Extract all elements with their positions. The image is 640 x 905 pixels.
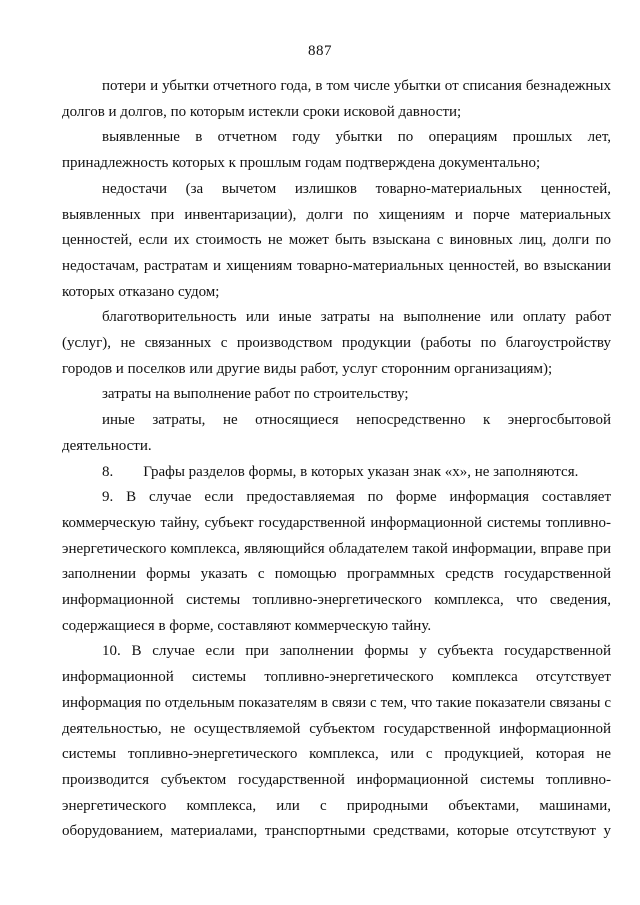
paragraph-item-8: 8. Графы разделов формы, в которых указан знак «х», не заполняются. (102, 463, 579, 480)
paragraph-charity-costs: благотворительность или иные затраты на выполнение или оплату работ (услуг), не связанных с производством продукции (работы по благоустройству городов и поселков или другие виды работ, услуг сторонним организациям); (62, 309, 611, 377)
body-text (62, 74, 611, 845)
paragraph-construction-costs: затраты на выполнение работ по строительству; (102, 386, 409, 403)
paragraph-losses-reporting-year: потери и убытки отчетного года, в том числе убытки от списания безнадежных долгов и долгов, по которым истекли сроки исковой давности; (62, 78, 611, 120)
paragraph-item-10: 10. В случае если при заполнении формы у субъекта государственной информационной системы топливно-энергетического комплекса отсутствует информация по отдельным показателям в связи с тем, что такие показатели связаны с деятельностью, не осуществляемой субъектом государственной информационной системы топливно-энергетического комплекса, или с продукцией, которая не производится субъектом государственной информационной системы топливно-энергетического комплекса, или с природными объектами, машинами, оборудованием, материалами, транспортными средствами, которые отсутствуют у (62, 643, 611, 840)
paragraph-prior-year-losses: выявленные в отчетном году убытки по операциям прошлых лет, принадлежность которых к прошлым годам подтверждена документально; (62, 129, 611, 172)
paragraph-item-9: 9. В случае если предоставляемая по форме информация составляет коммерческую тайну, субъект государственной информационной системы топливно-энергетического комплекса, являющийся обладателем такой информации, вправе при заполнении формы указать с помощью программных средств государственной информационной системы топливно-энергетического комплекса, что сведения, содержащиеся в форме, составляют коммерческую тайну. (62, 489, 611, 634)
paragraph-other-costs: иные затраты, не относящиеся непосредственно к энергосбытовой деятельности. (62, 412, 611, 454)
paragraph-shortages: недостачи (за вычетом излишков товарно-материальных ценностей, выявленных при инвентаризации), долги по хищениям и порче материальных ценностей, если их стоимость не может быть взыскана с виновных лиц, долги по недостачам, растратам и хищениям товарно-материальных ценностей, во взыскании которых отказано судом; (62, 180, 611, 300)
page-number: 887 (308, 43, 332, 59)
